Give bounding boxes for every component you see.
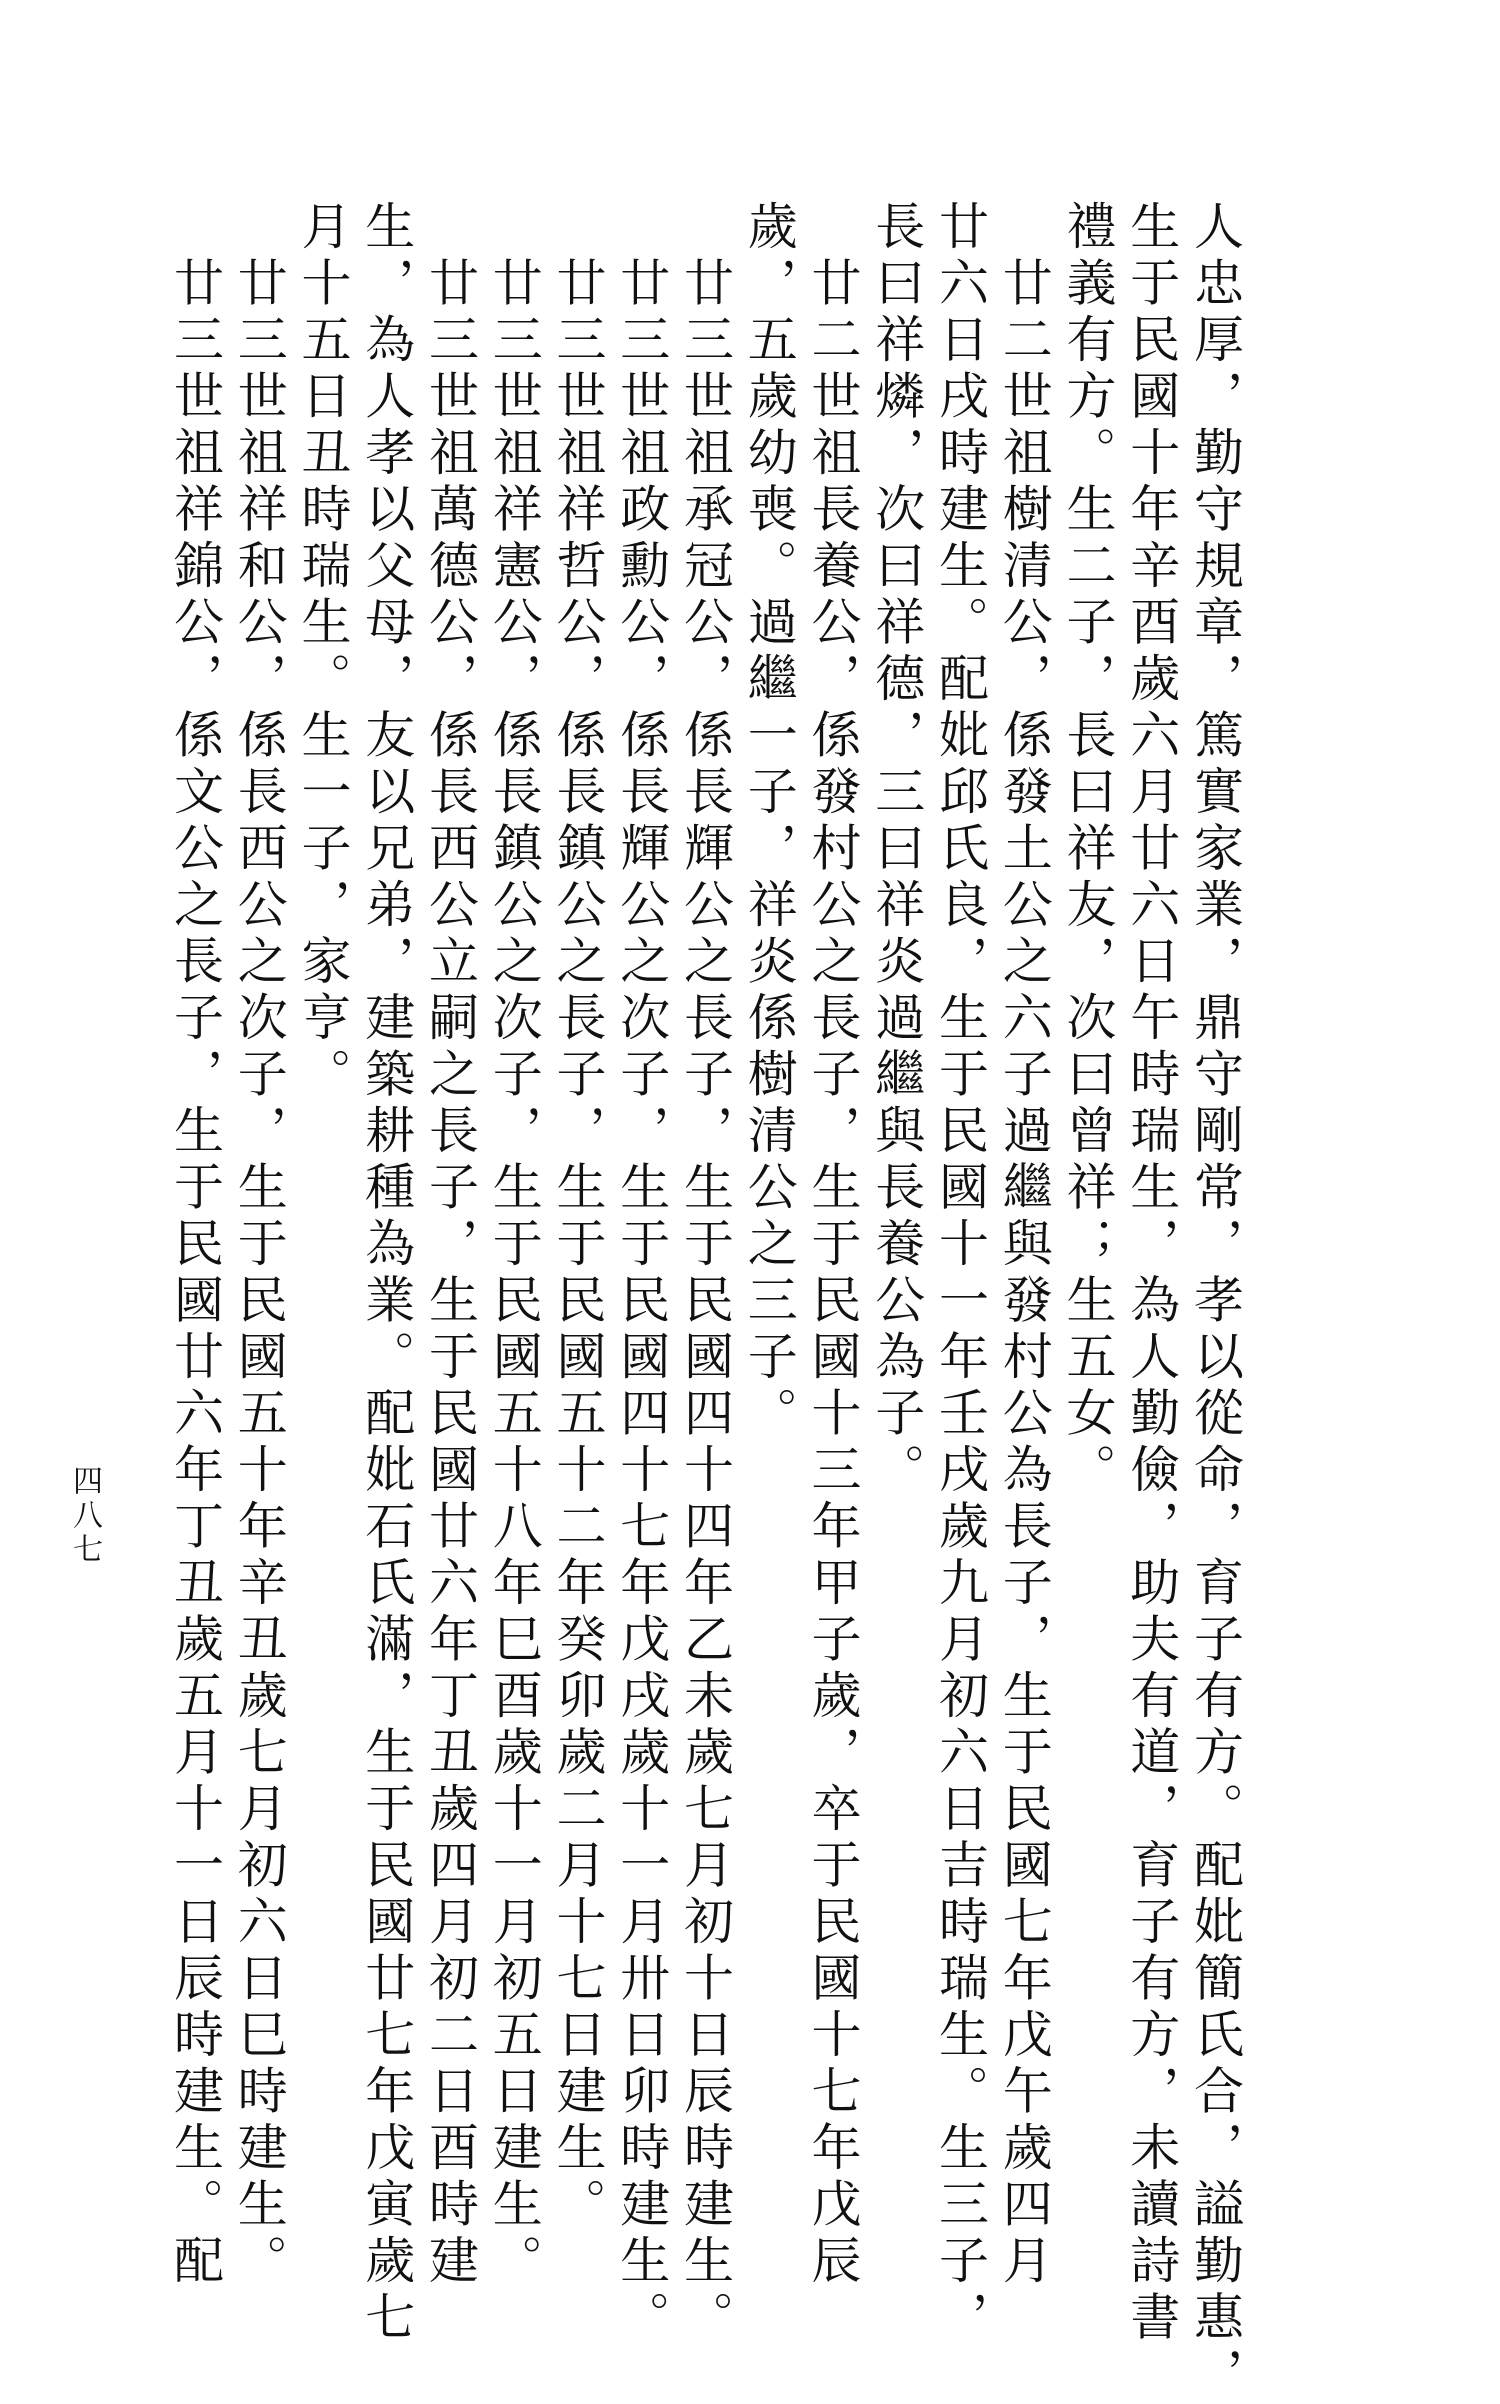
text-column: 廿三世祖祥和公，係長西公之次子，生于民國五十年辛丑歲七月初六日巳時建生。 — [229, 200, 288, 2291]
text-column: 廿三世祖政勳公，係長輝公之次子，生于民國四十七年戊戌歲十一月卅日卯時建生。 — [612, 200, 671, 2347]
text-column: 歲，五歲幼喪。過繼一子，祥炎係樹清公之三子。 — [739, 200, 798, 1443]
text-column: 廿三世祖祥憲公，係長鎮公之次子，生于民國五十八年巳酉歲十一月初五日建生。 — [484, 200, 543, 2291]
text-column: 廿六日戌時建生。配妣邱氏良，生于民國十一年壬戌歲九月初六日吉時瑞生。生三子， — [931, 200, 989, 2347]
text-column: 禮義有方。生二子，長曰祥友，次曰曾祥；生五女。 — [1058, 200, 1117, 1500]
page-number: 四八七 — [67, 1465, 102, 1567]
text-column: 人忠厚，勤守規章，篤實家業，鼎守剛常，孝以從命，育子有方。配妣簡氏合，謚勤惠， — [1186, 200, 1244, 2404]
text-column: 廿三世祖祥哲公，係長鎮公之長子，生于民國五十二年癸卯歲二月十七日建生。 — [548, 200, 607, 2234]
text-column: 長曰祥燐，次曰祥德，三曰祥炎過繼與長養公為子。 — [867, 200, 926, 1500]
text-column: 廿三世祖萬德公，係長西公立嗣之長子，生于民國廿六年丁丑歲四月初二日酉時建 — [421, 200, 479, 2291]
text-column: 月十五日丑時瑞生。生一子，家亨。 — [293, 200, 352, 1104]
text-column: 廿三世祖祥錦公，係文公之長子，生于民國廿六年丁丑歲五月十一日辰時建生。配 — [166, 200, 224, 2291]
vertical-text-block — [166, 200, 1244, 2404]
text-column: 生于民國十年辛酉歲六月廿六日午時瑞生，為人勤儉，助夫有道，育子有方，未讀詩書 — [1122, 200, 1181, 2347]
text-column: 生，為人孝以父母，友以兄弟，建築耕種為業。配妣石氏滿，生于民國廿七年戊寅歲七 — [357, 200, 416, 2347]
text-column: 廿三世祖承冠公，係長輝公之長子，生于民國四十四年乙未歲七月初十日辰時建生。 — [676, 200, 734, 2347]
text-column: 廿二世祖長養公，係發村公之長子，生于民國十三年甲子歲，卒于民國十七年戊辰 — [803, 200, 862, 2291]
text-column: 廿二世祖樹清公，係發土公之六子過繼與發村公為長子，生于民國七年戊午歲四月 — [994, 200, 1053, 2291]
